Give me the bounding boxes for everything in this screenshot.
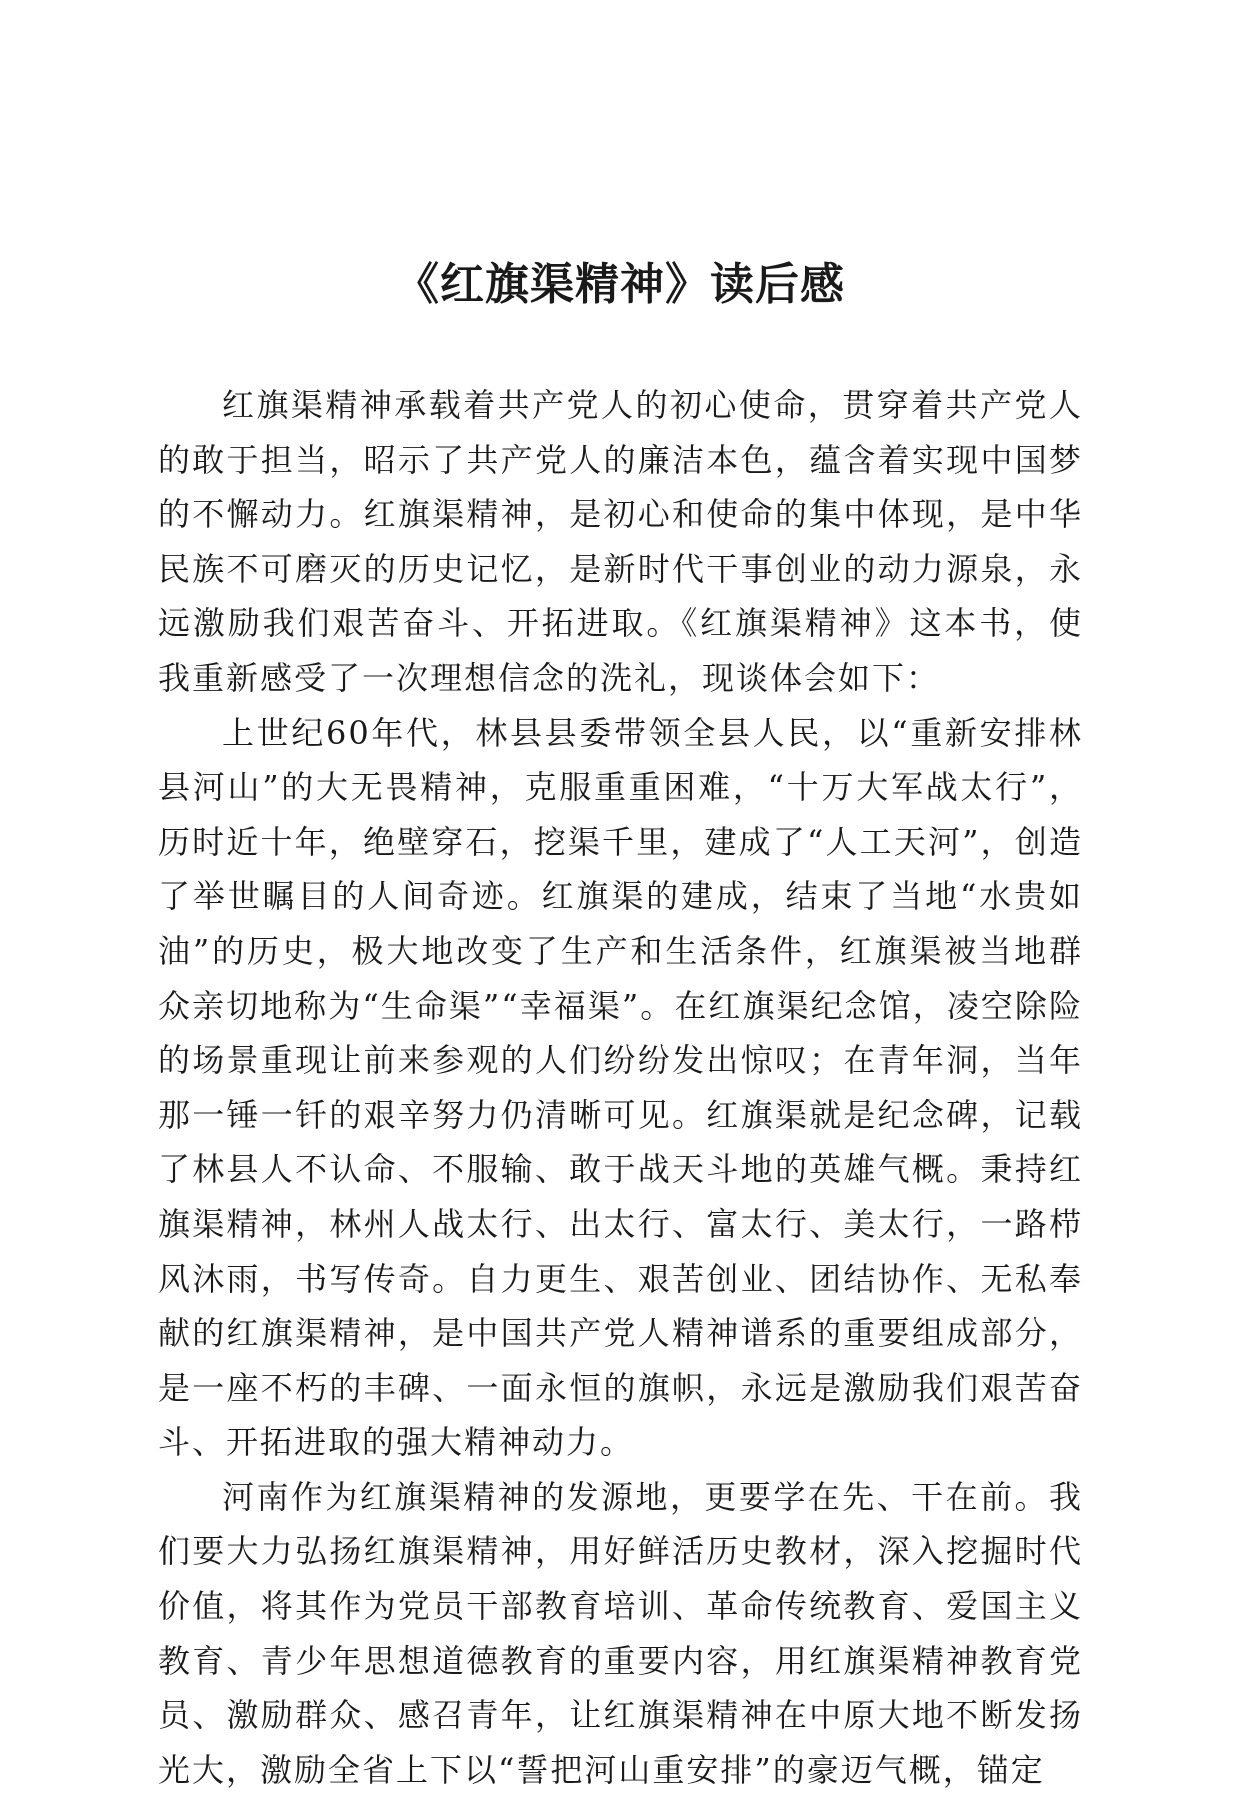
paragraph-henan: 河南作为红旗渠精神的发源地，更要学在先、干在前。我们要大力弘扬红旗渠精神，用好鲜活历史教材，深入挖掘时代价值，将其作为党员干部教育培训、革命传统教育、爱国主义教育、青少年思想道德教育的重要内容，用红旗渠精神教育党员、激励群众、感召青年，让红旗渠精神在中原大地不断发扬光大，激励全省上下以“誓把河山重安排”的豪迈气概，锚定 (158, 1477, 1083, 1789)
paragraph-history: 上世纪60年代，林县县委带领全县人民，以“重新安排林县河山”的大无畏精神，克服重重困难，“十万大军战太行”，历时近十年，绝壁穿石，挖渠千里，建成了“人工天河”，创造了举世瞩目的人间奇迹。红旗渠的建成，结束了当地“水贵如油”的历史，极大地改变了生产和生活条件，红旗渠被当地群众亲切地称为“生命渠”“幸福渠”。在红旗渠纪念馆，凌空除险的场景重现让前来参观的人们纷纷发出惊叹；在青年洞，当年那一锤一钎的艰辛努力仍清晰可见。红旗渠就是纪念碑，记载了林县人不认命、不服输、敢于战天斗地的英雄气概。秉持红旗渠精神，林州人战太行、出太行、富太行、美太行，一路栉风沐雨，书写传奇。自力更生、艰苦创业、团结协作、无私奉献的红旗渠精神，是中国共产党人精神谱系的重要组成部分，是一座不朽的丰碑、一面永恒的旗帜，永远是激励我们艰苦奋斗、开拓进取的强大精神动力。 (158, 713, 1083, 1462)
paragraph-intro: 红旗渠精神承载着共产党人的初心使命，贯穿着共产党人的敢于担当，昭示了共产党人的廉洁本色，蕴含着实现中国梦的不懈动力。红旗渠精神，是初心和使命的集中体现，是中华民族不可磨灭的历史记忆，是新时代干事创业的动力源泉，永远激励我们艰苦奋斗、开拓进取。《红旗渠精神》这本书，使我重新感受了一次理想信念的洗礼，现谈体会如下： (158, 386, 1083, 697)
document-body (158, 378, 1083, 1797)
document-title: 《红旗渠精神》读后感 (395, 259, 845, 310)
